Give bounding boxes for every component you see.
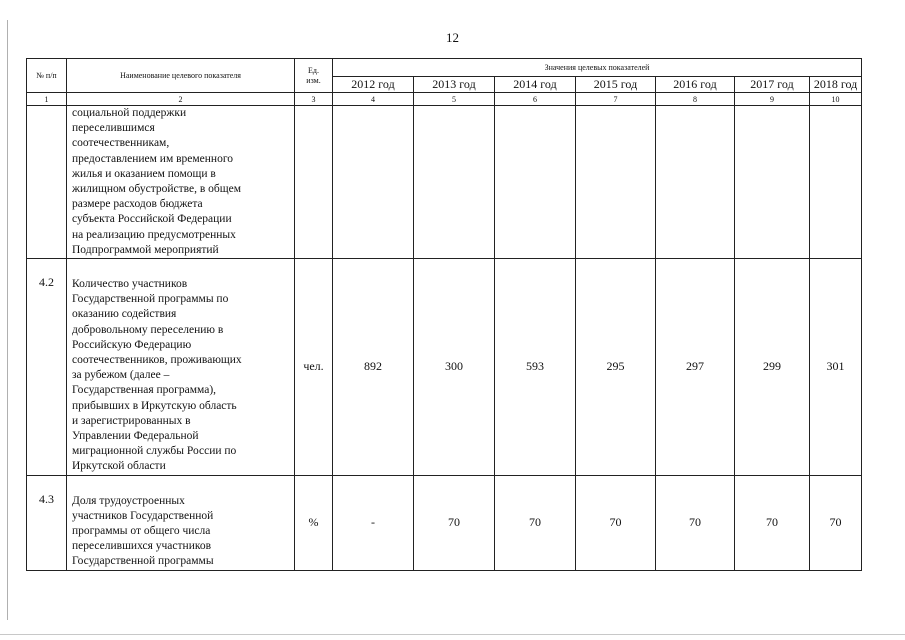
value-cell: [333, 106, 414, 259]
name-line: предоставлением им временного: [72, 152, 234, 165]
value-cell: 301: [810, 259, 862, 476]
name-line: Доля трудоустроенных: [72, 494, 185, 507]
value-cell: [656, 106, 735, 259]
header-indicator-name: Наименование целевого показателя: [67, 59, 295, 93]
page-number: 12: [446, 30, 459, 45]
unit-cell: чел.: [295, 259, 333, 476]
value-cell: 300: [414, 259, 495, 476]
value-cell: 70: [656, 475, 735, 570]
value-cell: [735, 106, 810, 259]
value-cell: 892: [333, 259, 414, 476]
name-line: Российскую Федерацию: [72, 338, 192, 351]
name-line: участников Государственной: [72, 509, 214, 522]
name-line: жилья и оказанием помощи в: [72, 167, 216, 180]
column-number: 7: [576, 93, 656, 106]
name-line: социальной поддержки: [72, 107, 187, 119]
column-number: 5: [414, 93, 495, 106]
header-year: 2014 год: [495, 77, 576, 93]
name-line: Государственной программы по: [72, 293, 229, 306]
value-cell: 295: [576, 259, 656, 476]
name-line: соотечественников, проживающих: [72, 354, 242, 367]
header-year: 2018 год: [810, 77, 862, 93]
value-cell: 70: [414, 475, 495, 570]
row-number: [27, 106, 67, 259]
value-cell: 297: [656, 259, 735, 476]
value-cell: [576, 106, 656, 259]
header-row-number: № п/п: [27, 59, 67, 93]
value-cell: 299: [735, 259, 810, 476]
name-line: миграционной службы России по: [72, 445, 237, 458]
header-year: 2017 год: [735, 77, 810, 93]
unit-cell: %: [295, 475, 333, 570]
scan-bottom-edge: [0, 634, 905, 635]
table-row: [27, 106, 862, 259]
name-line: Государственная программа),: [72, 384, 217, 397]
column-number: 3: [295, 93, 333, 106]
header-values-group: Значения целевых показателей: [333, 59, 862, 77]
value-cell: -: [333, 475, 414, 570]
value-cell: [414, 106, 495, 259]
header-unit: [295, 59, 333, 93]
column-number-row: [27, 93, 862, 106]
name-line: и зарегистрированных в: [72, 414, 191, 427]
target-indicators-table: [26, 58, 862, 571]
name-line: жилищном обустройстве, в общем: [72, 183, 242, 196]
value-cell: [495, 106, 576, 259]
unit-cell: [295, 106, 333, 259]
scan-left-edge: [7, 20, 8, 620]
row-number: 4.2: [27, 259, 67, 476]
name-line: Управлении Федеральной: [72, 430, 199, 443]
name-line: переселившихся участников: [72, 540, 212, 553]
name-line: оказанию содействия: [72, 308, 177, 321]
value-cell: 593: [495, 259, 576, 476]
column-number: 4: [333, 93, 414, 106]
name-line: добровольному переселению в: [72, 323, 224, 336]
header-year: 2012 год: [333, 77, 414, 93]
name-line: Подпрограммой мероприятий: [72, 243, 219, 256]
row-number: 4.3: [27, 475, 67, 570]
column-number: 6: [495, 93, 576, 106]
name-line: субъекта Российской Федерации: [72, 213, 232, 226]
value-cell: [810, 106, 862, 259]
header-year: 2016 год: [656, 77, 735, 93]
name-line: Количество участников: [72, 278, 188, 291]
indicator-name: [67, 106, 295, 259]
name-line: размере расходов бюджета: [72, 198, 203, 211]
name-line: на реализацию предусмотренных: [72, 228, 236, 241]
header-year: 2015 год: [576, 77, 656, 93]
indicator-name: [67, 259, 295, 476]
name-line: Государственной программы: [72, 555, 214, 568]
name-line: прибывших в Иркутскую область: [72, 399, 237, 412]
value-cell: 70: [735, 475, 810, 570]
indicator-name: [67, 475, 295, 570]
name-line: за рубежом (далее –: [72, 369, 170, 382]
value-cell: 70: [810, 475, 862, 570]
header-unit-line2: изм.: [306, 75, 321, 85]
header-unit-line1: Ед.: [308, 65, 319, 75]
name-line: Иркутской области: [72, 460, 166, 473]
value-cell: 70: [495, 475, 576, 570]
name-line: программы от общего числа: [72, 525, 211, 538]
table-row: [27, 259, 862, 476]
column-number: 8: [656, 93, 735, 106]
header-year: 2013 год: [414, 77, 495, 93]
column-number: 2: [67, 93, 295, 106]
value-cell: 70: [576, 475, 656, 570]
name-line: соотечественникам,: [72, 137, 170, 150]
table-row: [27, 475, 862, 570]
column-number: 10: [810, 93, 862, 106]
name-line: переселившимся: [72, 122, 155, 135]
column-number: 1: [27, 93, 67, 106]
column-number: 9: [735, 93, 810, 106]
